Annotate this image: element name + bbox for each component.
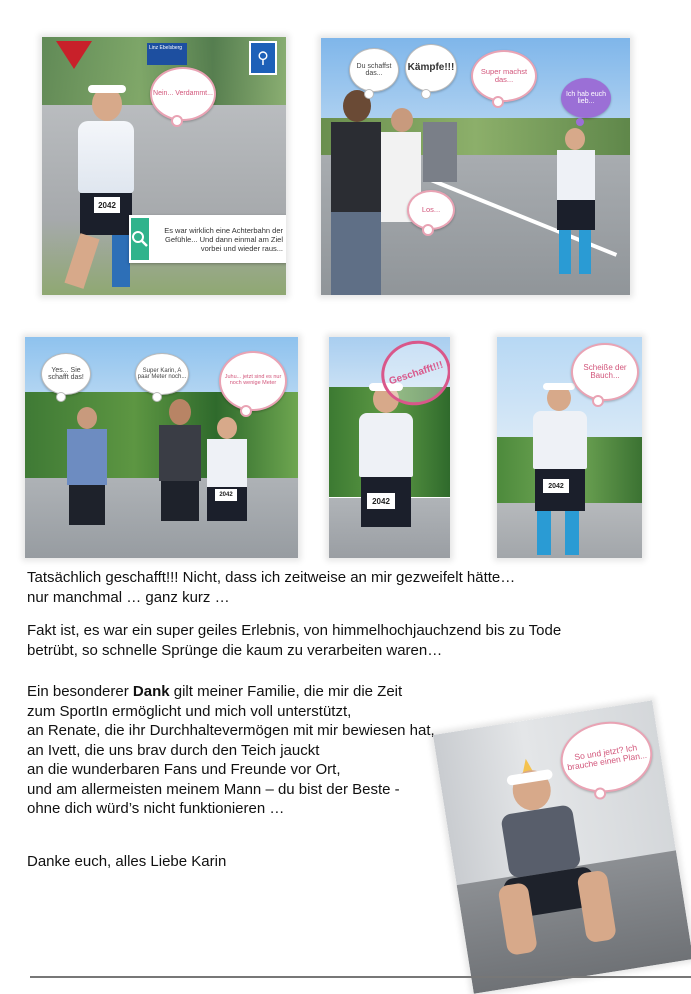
speech-bubble: Du schaffst das... [349,48,399,92]
text-segment: gilt meiner Familie, die mir die Zeit [169,683,403,700]
speech-bubble: Kämpfe!!! [405,44,457,92]
runner-karin [551,128,601,278]
bike-sign-icon: ⚲ [249,41,277,75]
runner-man-blue [63,407,109,557]
text-line [27,682,435,702]
speech-bubble: Super machst das... [471,50,537,102]
direction-sign: Linz Ebelsberg [147,43,187,65]
text-line: und am allermeisten meinem Mann – du bist der Beste - [27,780,400,798]
text-line: ohne dich würd’s nicht funktionieren … [27,800,285,817]
text-line: zum SportIn ermöglicht und mich voll unterstützt, [27,702,352,720]
yield-sign-icon [56,41,92,69]
text-paragraph-1 [27,568,515,607]
photo-geschafft [329,337,450,558]
speech-bubble: Juhu... jetzt sind es nur noch wenige Meter [219,351,287,411]
geschafft-stamp: Geschafft!!! [373,337,450,414]
text-line: an die wunderbaren Fans und Freunde vor Ort, [27,761,341,778]
bib-number: 2042 [94,197,120,213]
runner-karin [199,417,255,557]
speech-bubble: Ich hab euch lieb... [561,78,611,118]
text-paragraph-3 [27,682,435,819]
search-icon [131,218,149,260]
bib-number: 2042 [367,493,395,509]
bib-number: 2042 [215,489,237,501]
text-line: Fakt ist, es war ein super geiles Erlebnis, von himmelhochjauchzend bis zu Tode [27,622,562,639]
text-paragraph-2 [27,621,561,660]
fan-woman [327,90,387,295]
photo-runner-road [497,337,642,558]
photo-finish-group [25,337,298,558]
bib-number: 2042 [543,479,569,493]
dank-bold: Dank [132,683,170,700]
text-segment: Ein besonderer [27,683,133,700]
search-caption: Es war wirklich eine Achterbahn der Gefühle... Und dann einmal am Ziel vorbei und wieder raus... [164,225,283,253]
closing-line [27,852,226,872]
text-line: betrübt, so schnelle Sprünge die kaum zu verarbeiten waren… [27,641,443,659]
speech-bubble: Los... [407,190,455,230]
runner-man-bearded [155,399,205,557]
search-caption-banner [129,215,286,263]
photo-fans-cheering [321,38,630,295]
text-line: an Ivett, die uns brav durch den Teich jauckt [27,741,320,759]
text-line: Tatsächlich geschafft!!! Nicht, dass ich zeitweise an mir gezweifelt hätte… [27,569,516,586]
runner-karin [351,385,421,558]
bottom-divider [30,976,691,978]
speech-bubble: So und jetzt? Ich brauche einen Plan... [556,715,658,799]
speech-bubble: Super Karin, A paar Meter noch... [135,353,189,395]
text-line: an Renate, die ihr Durchhaltevermögen mit mir bewiesen hat, [27,722,435,739]
speech-bubble: Yes... Sie schafft das! [41,353,91,395]
photo-unicorn-sitting [433,700,691,994]
speech-bubble: Scheiße der Bauch... [571,343,639,401]
speech-bubble: Nein... Verdammt... [150,67,216,121]
text-line: Danke euch, alles Liebe Karin [27,853,227,870]
photo-runner-sign [42,37,286,295]
runner-karin [525,385,595,558]
text-line: nur manchmal … ganz kurz … [27,588,230,606]
